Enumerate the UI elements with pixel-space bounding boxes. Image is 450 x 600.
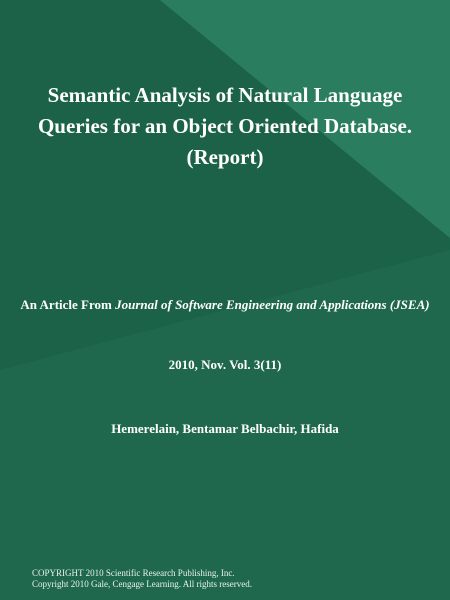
report-title: Semantic Analysis of Natural Language Queries for an Object Oriented Database. (Report)	[37, 83, 413, 169]
authors: Hemerelain, Bentamar Belbachir, Hafida	[111, 421, 339, 436]
copyright-line: COPYRIGHT 2010 Scientific Research Publishing, Inc.	[32, 568, 235, 578]
copyright-line: Copyright 2010 Gale, Cengage Learning. All rights reserved.	[32, 579, 252, 589]
article-source	[20, 294, 430, 316]
journal-name: Journal of Software Engineering and Applications (JSEA)	[115, 297, 430, 312]
article-prefix: An Article From	[20, 297, 112, 312]
issue-info: 2010, Nov. Vol. 3(11)	[168, 357, 282, 372]
copyright-block	[32, 568, 432, 590]
